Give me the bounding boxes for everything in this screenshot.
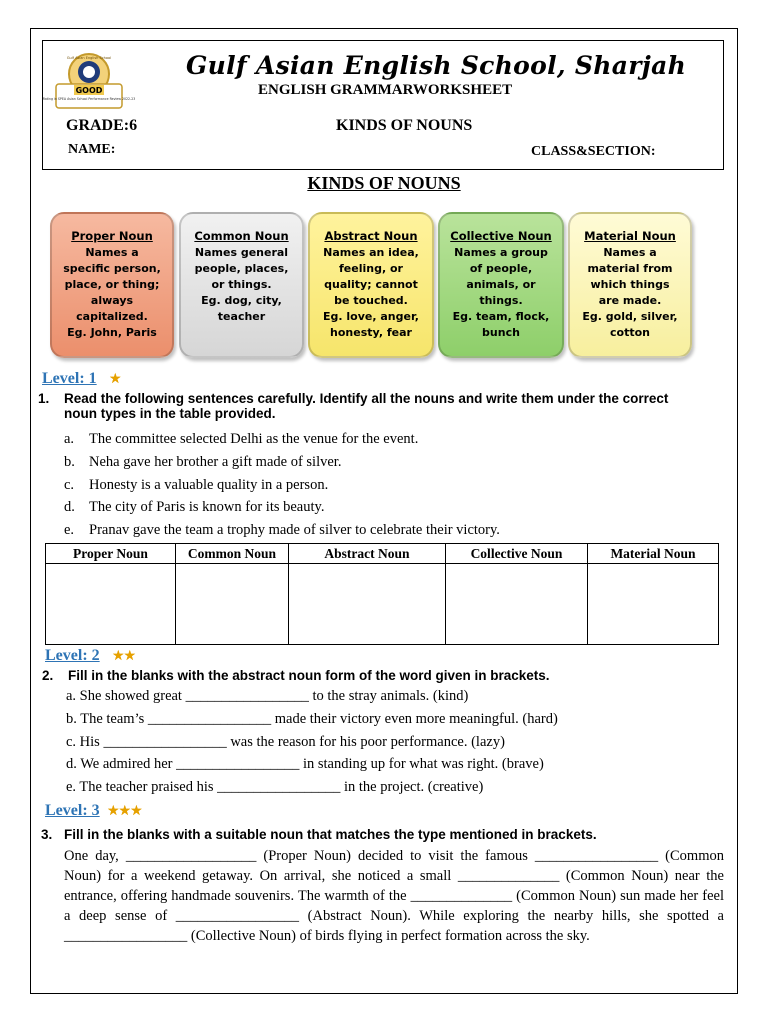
star-icon: ★ (109, 372, 121, 387)
card-title: Collective Noun (450, 229, 552, 243)
question-1 (38, 391, 724, 421)
star-icon: ★★★ (107, 804, 142, 819)
card-title: Proper Noun (71, 229, 153, 243)
card-title: Abstract Noun (324, 229, 418, 243)
name-label: NAME: (68, 142, 116, 157)
card-title: Common Noun (194, 229, 289, 243)
blank-item-b: b. The team’s _________________ made their victory even more meaningful. (hard) (66, 711, 558, 727)
card-line: Eg. team, flock, (452, 310, 550, 323)
card-line: specific person, (63, 262, 161, 275)
card-line: or things. (211, 278, 272, 291)
answer-cell-common[interactable] (176, 564, 289, 645)
question-number: 1. (38, 391, 50, 406)
card-line: cotton (610, 326, 650, 339)
level-1-heading: Level: 1 (42, 370, 97, 387)
answer-cell-material[interactable] (588, 564, 719, 645)
question-number: 2. (42, 668, 54, 683)
table-header: Abstract Noun (289, 544, 446, 564)
card-line: Names an idea, (323, 246, 419, 259)
blank-item-c: c. His _________________ was the reason for his poor performance. (lazy) (66, 734, 505, 750)
card-line: feeling, or (339, 262, 403, 275)
card-line: Names general (194, 246, 289, 259)
card-line: Eg. dog, city, (201, 294, 282, 307)
sentence-e: e. Pranav gave the team a trophy made of silver to celebrate their victory. (64, 522, 500, 538)
table-header: Proper Noun (46, 544, 176, 564)
table-header: Collective Noun (446, 544, 588, 564)
sentence-c: c. Honesty is a valuable quality in a person. (64, 477, 329, 493)
answer-cell-proper[interactable] (46, 564, 176, 645)
main-heading: KINDS OF NOUNS (307, 173, 461, 193)
card-proper-noun (50, 212, 174, 358)
svg-text:GOOD: GOOD (75, 86, 103, 95)
noun-type-cards (50, 212, 692, 360)
school-name: Gulf Asian English School, Sharjah (185, 51, 687, 80)
question-number: 3. (41, 827, 53, 842)
card-line: are made. (598, 294, 662, 307)
question-text: Read the following sentences carefully. Identify all the nouns and write them under the correct (64, 391, 669, 406)
question-3 (41, 827, 724, 842)
answer-cell-abstract[interactable] (289, 564, 446, 645)
grade-label: GRADE:6 (66, 117, 138, 134)
card-line: always (90, 294, 134, 307)
question-2 (42, 668, 724, 683)
card-line: Names a (603, 246, 657, 259)
card-abstract-noun (308, 212, 434, 358)
star-icon: ★★ (112, 649, 136, 664)
sentence-b: b. Neha gave her brother a gift made of silver. (64, 454, 342, 470)
card-line: which things (590, 278, 670, 291)
card-title: Material Noun (584, 229, 676, 243)
card-line: capitalized. (76, 310, 148, 323)
card-line: Names a (85, 246, 139, 259)
card-line: people, places, (194, 262, 289, 275)
card-line: Names a group (454, 246, 548, 259)
question-text: Fill in the blanks with the abstract noun form of the word given in brackets. (68, 668, 550, 683)
topic-label: KINDS OF NOUNS (336, 117, 473, 134)
question-text: Fill in the blanks with a suitable noun that matches the type mentioned in brackets. (64, 827, 597, 842)
card-common-noun (179, 212, 304, 358)
card-line: Eg. John, Paris (67, 326, 157, 339)
blank-item-a: a. She showed great _________________ to the stray animals. (kind) (66, 688, 469, 704)
level-2-heading: Level: 2 (45, 647, 100, 664)
story-paragraph: One day, __________________ (Proper Noun) decided to visit the famous _________________ (Common Noun) for a weekend getaway. On arrival, she noticed a small ______________ (Common Noun) near the entrance, offering handmade souvenirs. The warmth of the ______________ (Common Noun) sun made her feel a deep sense of _________________ (Abstract Noun). While exploring the nearby hills, she spotted a _________________ (Collective Noun) of birds flying in perfect formation across the sky. (64, 848, 724, 944)
card-line: of people, (469, 262, 533, 275)
sentence-a: a. The committee selected Delhi as the venue for the event. (64, 431, 419, 447)
table-header: Material Noun (588, 544, 719, 564)
card-material-noun (568, 212, 692, 358)
card-line: things. (479, 294, 523, 307)
card-line: honesty, fear (330, 326, 412, 339)
card-line: Eg. love, anger, (323, 310, 419, 323)
svg-text:Gulf Asian English School: Gulf Asian English School (66, 56, 112, 60)
card-line: Eg. gold, silver, (582, 310, 678, 323)
question-text: noun types in the table provided. (64, 406, 276, 421)
card-line: bunch (482, 326, 520, 339)
sentence-d: d. The city of Paris is known for its beauty. (64, 499, 325, 515)
level-3-heading: Level: 3 (45, 802, 100, 819)
blank-item-e: e. The teacher praised his _________________ in the project. (creative) (66, 779, 484, 795)
card-line: material from (587, 262, 673, 275)
worksheet-subtitle: ENGLISH GRAMMARWORKSHEET (258, 82, 513, 98)
blank-item-d: d. We admired her _________________ in standing up for what was right. (brave) (66, 756, 544, 772)
logo-caption: Rating in SPEA Asian School Performance Review 2022-23 (42, 97, 136, 101)
card-line: be touched. (334, 294, 408, 307)
card-line: animals, or (466, 278, 536, 291)
answer-cell-collective[interactable] (446, 564, 588, 645)
card-line: place, or thing; (64, 278, 160, 291)
card-collective-noun (438, 212, 564, 358)
table-header: Common Noun (176, 544, 289, 564)
class-section-label: CLASS&SECTION: (531, 144, 656, 159)
noun-answer-table (45, 543, 719, 645)
card-line: quality; cannot (324, 278, 418, 291)
card-line: teacher (217, 310, 266, 323)
